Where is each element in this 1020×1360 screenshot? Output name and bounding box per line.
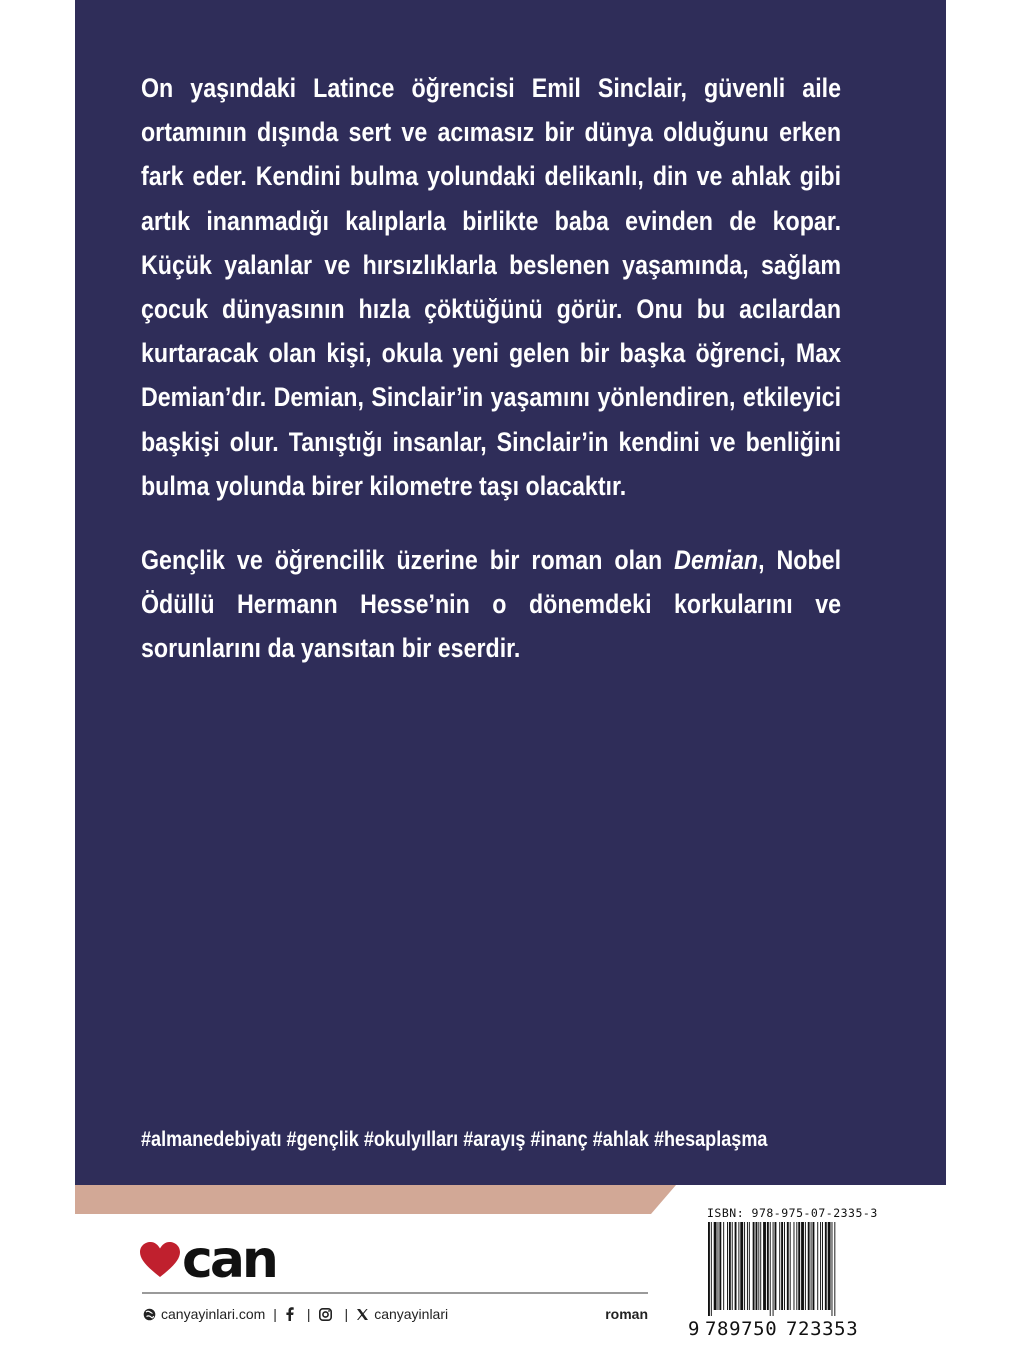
barcode-bar <box>787 1222 789 1310</box>
hashtags: #almanedebiyatı #gençlik #okulyılları #arayış #inanç #ahlak #hesaplaşma <box>141 1128 768 1151</box>
barcode-bar <box>805 1222 806 1310</box>
barcode-bar <box>773 1222 774 1316</box>
barcode-bar <box>758 1222 759 1310</box>
blurb-paragraph-1: On yaşındaki Latince öğrencisi Emil Sinclair, güvenli aile ortamının dışında sert ve acımasız bir dünya olduğunu erken fark eder. Kendini bulma yolundaki delikanlı, din ve ahlak gibi artık inanmadığı kalıplarla birlikte baba evinden de kopar. Küçük yalanlar ve hırsızlıklarla beslenen yaşamında, sağlam çocuk dünyasının hızla çöktüğünü görür. Onu bu acılardan kurtaracak olan kişi, okula yeni gelen bir başka öğrenci, Max Demian’dır. Demian, Sinclair’in yaşamını yönlendiren, etkileyici başkişi olur. Tanıştığı insanlar, Sinclair’in kendini ve benliğini bulma yolunda birer kilometre taşı olacaktır. <box>141 73 842 501</box>
barcode-bar <box>811 1222 812 1310</box>
book-blurb <box>141 66 841 671</box>
ean-prefix-digit: 9 <box>688 1318 700 1340</box>
barcode-bar <box>784 1222 785 1310</box>
barcode-bar <box>729 1222 731 1310</box>
barcode-bar <box>735 1222 737 1310</box>
barcode-bar <box>740 1222 743 1310</box>
barcode-bar <box>747 1222 748 1310</box>
barcode-bar <box>753 1222 755 1310</box>
barcode-bar <box>749 1222 750 1310</box>
footer-divider <box>142 1292 648 1294</box>
barcode-bar <box>770 1222 771 1316</box>
barcode-bar <box>723 1222 724 1310</box>
barcode-bar <box>719 1222 721 1310</box>
website-link[interactable]: canyayinlari.com <box>161 1306 266 1322</box>
barcode-bar <box>756 1222 758 1310</box>
barcode-bar <box>832 1222 833 1316</box>
facebook-icon[interactable] <box>285 1307 294 1321</box>
barcode-bar <box>781 1222 783 1310</box>
barcode-bar <box>711 1222 712 1316</box>
barcode <box>706 1222 878 1316</box>
x-icon[interactable] <box>356 1308 369 1321</box>
separator: | <box>306 1306 311 1322</box>
barcode-bar <box>825 1222 827 1310</box>
barcode-bar <box>808 1222 810 1310</box>
barcode-bar <box>790 1222 791 1310</box>
publisher-logo <box>140 1230 276 1290</box>
barcode-bar <box>744 1222 745 1310</box>
blurb-paragraph-2 <box>141 538 841 671</box>
barcode-bar <box>817 1222 818 1310</box>
barcode-bar <box>738 1222 739 1310</box>
barcode-bar <box>796 1222 797 1310</box>
barcode-bar <box>820 1222 821 1310</box>
barcode-bar <box>813 1222 815 1310</box>
ean-left-group: 789750 <box>705 1318 778 1340</box>
barcode-bar <box>798 1222 800 1310</box>
barcode-bar <box>767 1222 769 1310</box>
barcode-bar <box>732 1222 733 1310</box>
ean-digits <box>688 1318 858 1340</box>
barcode-bar <box>828 1222 831 1310</box>
heart-icon <box>140 1242 180 1278</box>
publisher-footer <box>143 1303 648 1325</box>
barcode-bar <box>834 1222 835 1316</box>
logo-wordmark: can <box>182 1230 276 1290</box>
social-handle[interactable]: canyayinlari <box>374 1306 449 1322</box>
isbn-label: ISBN: 978-975-07-2335-3 <box>707 1206 878 1220</box>
blurb-p2-start: Gençlik ve öğrencilik üzerine bir roman olan <box>141 545 675 576</box>
blurb-p2-end: , Nobel Ödüllü Hermann Hesse’nin o dönemdeki korkularını ve sorunlarını da yansıtan bir eserdir. <box>141 545 842 664</box>
barcode-bar <box>779 1222 780 1310</box>
barcode-bar <box>714 1222 717 1310</box>
separator: | <box>273 1306 277 1322</box>
barcode-bar <box>775 1222 777 1310</box>
barcode-bar <box>763 1222 766 1310</box>
book-title: Demian <box>674 545 759 576</box>
barcode-bar <box>760 1222 761 1310</box>
barcode-bar <box>718 1222 719 1310</box>
barcode-bar <box>794 1222 795 1310</box>
instagram-icon[interactable] <box>319 1308 332 1321</box>
barcode-bar <box>801 1222 804 1310</box>
ean-right-group: 723353 <box>786 1318 859 1340</box>
separator: | <box>344 1306 349 1322</box>
globe-icon <box>143 1308 156 1321</box>
genre-label: roman <box>605 1306 648 1322</box>
barcode-bar <box>822 1222 823 1310</box>
barcode-bar <box>727 1222 728 1310</box>
barcode-bar <box>708 1222 710 1316</box>
